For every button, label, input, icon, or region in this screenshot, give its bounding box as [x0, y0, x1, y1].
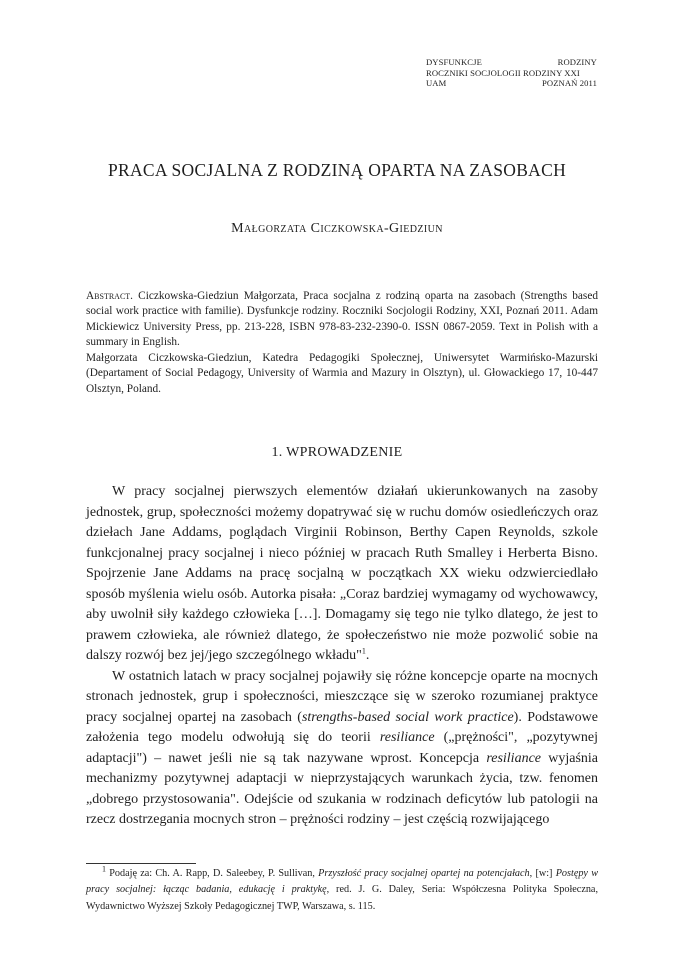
paragraph-2-text-1: W ostatnich latach w pracy socjalnej pojawiły się różne koncepcje oparte na mocnych stronach jednostek, grup i społeczności, mieszczące się w szeroko rozumianej praktyce pracy socjalnej opartej na zasobach (	[86, 668, 598, 725]
article-author: Małgorzata Ciczkowska-Giedziun	[231, 221, 443, 236]
paragraph-2	[86, 667, 598, 831]
term-resiliance-2: resiliance	[486, 750, 541, 766]
author-affiliation: Małgorzata Ciczkowska-Giedziun, Katedra Pedagogiki Społecznej, Uniwersytet Warmińsko-Mazurski (Departament of Social Pedagogy, University of Warmia and Mazury in Olsztyn), ul. Głowackiego 17, 10-447 Olsztyn, Poland.	[86, 352, 598, 395]
section-heading: 1. WPROWADZENIE	[271, 445, 403, 460]
paragraph-1	[86, 482, 598, 667]
paragraph-2-text-2: ). Podstawowe założenia tego modelu odwołują się do teorii	[86, 709, 599, 745]
header-journal: ROCZNIKI SOCJOLOGII RODZINY XXI	[426, 67, 580, 78]
term-strengths-based: strengths-based social work practice	[301, 709, 514, 725]
header-place-year: POZNAŃ 2011	[542, 78, 597, 89]
abstract	[86, 289, 598, 351]
header-row-1	[426, 57, 597, 68]
paragraph-1-text: W pracy socjalnej pierwszych elementów działań ukierunkowanych na zasoby jednostek, grup, społeczności możemy dopatrywać się w ruchu domów osiedleńczych oraz dziełach Jane Addams, poglądach Virginii Robinson, Berthy Capen Reynolds, szkole funkcjonalnej pracy socjalnej i nieco później w pracach Ruth Smalley i Herberta Bisno. Spojrzenie Jane Addams na pracę socjalną w początkach XX wieku odzwierciedlało sposób myślenia wielu osób. Autorka pisała: „Coraz bardziej wymagamy od wychowawcy, aby uwolnił siły każdego człowieka […]. Domagamy się tego nie tylko dlatego, że jest to prawem człowieka, ale również dlatego, że społeczeństwo nie może pozwolić sobie na dalszy rozwój bez jej/jego szczególnego wkładu"	[86, 484, 598, 663]
paragraph-2-text-3: („prężności", „pozytywnej adaptacji") – nawet jeśli nie są tak nazywane wprost. Koncepcja	[86, 730, 598, 766]
body-text	[86, 482, 598, 831]
footnote-ref-1: 1	[361, 646, 366, 656]
footnote-1	[86, 866, 598, 915]
journal-header	[426, 57, 597, 89]
header-publisher: UAM	[426, 78, 447, 89]
footnote-text-2: , [w:]	[529, 868, 556, 879]
abstract-text: Ciczkowska-Giedziun Małgorzata, Praca socjalna z rodziną oparta na zasobach (Strengths based social work practice with familie). Dysfunkcje rodziny. Roczniki Socjologii Rodziny, XXI, Poznań 2011. Adam Mickiewicz University Press, pp. 213-228, ISBN 978-83-232-2390-0. ISSN 0867-2059. Text in Polish with a summary in English.	[86, 290, 598, 349]
footnote-title-2: Postępy w pracy socjalnej: łącząc badania, edukację i praktykę	[86, 868, 599, 896]
header-series-left: DYSFUNKCJE	[426, 57, 482, 67]
header-row-2	[426, 68, 597, 79]
paragraph-2-text-4: wyjaśnia mechanizmy pozytywnej adaptacji w nieprzystających warunkach życia, tzw. fenomen „dobrego przystosowania". Odejście od szukania w rodzinach deficytów lub patologii na rzecz dostrzegania mocnych stron – prężności rodziny – jest częścią rozwijającego	[86, 750, 598, 827]
header-row-3	[426, 78, 597, 89]
article-title: PRACA SOCJALNA Z RODZINĄ OPARTA NA ZASOBACH	[107, 160, 567, 180]
term-resiliance-1: resiliance	[379, 730, 435, 745]
footnote-text-1: Podaję za: Ch. A. Rapp, D. Saleebey, P. Sullivan,	[106, 868, 319, 879]
footnote-text-3: , red. J. G. Daley, Seria: Współczesna Polityka Społeczna, Wydawnictwo Wyższej Szkoły Pedagogicznej TWP, Warszawa, s. 115.	[86, 884, 598, 912]
paragraph-1-end: .	[365, 648, 370, 663]
footnote-title-1: Przyszłość pracy socjalnej opartej na potencjałach	[318, 868, 530, 879]
abstract-label: Abstract.	[86, 290, 133, 302]
footnote-number: 1	[102, 864, 106, 874]
header-series-right: RODZINY	[557, 57, 597, 67]
